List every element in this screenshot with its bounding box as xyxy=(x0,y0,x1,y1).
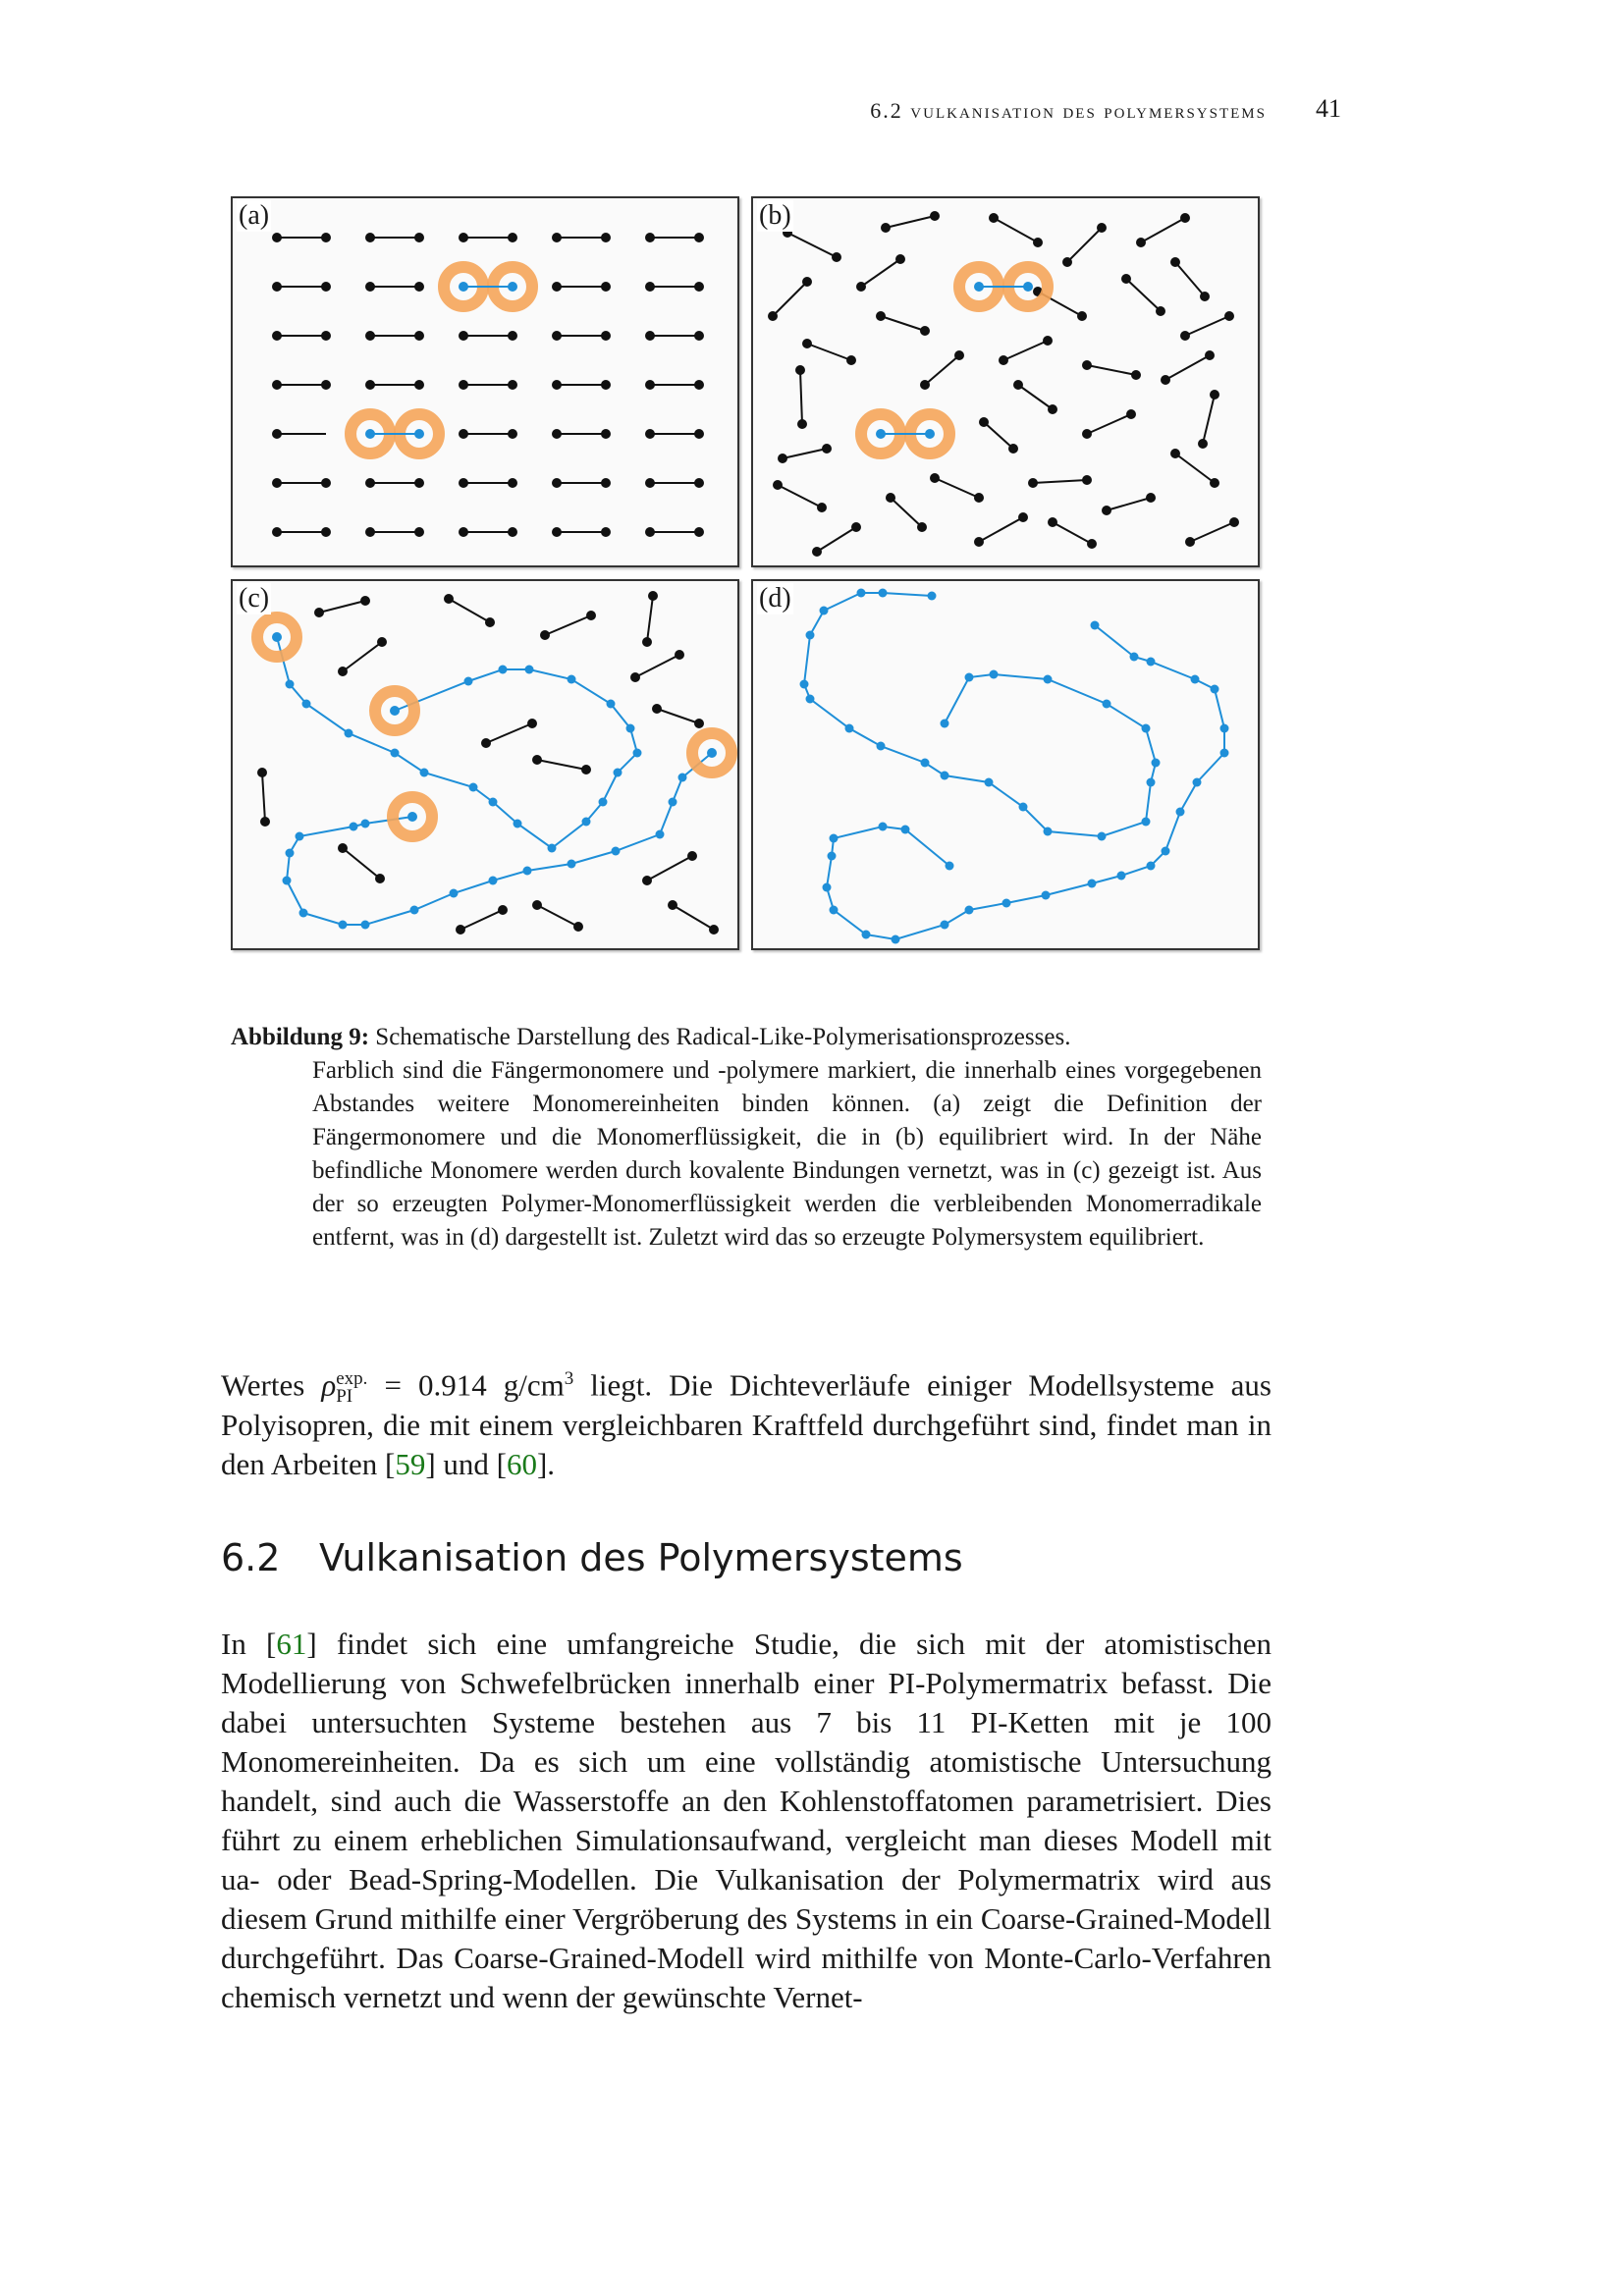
polymer-chains-d xyxy=(804,593,1224,939)
paragraph-vulcanization xyxy=(221,1625,1272,2017)
running-head: 6.2 vulkanisation des polymersystems xyxy=(870,98,1267,123)
figure xyxy=(231,196,1262,952)
panel-label-c: (c) xyxy=(239,583,270,614)
rho-sup: exp. xyxy=(336,1368,368,1390)
paragraph-density xyxy=(221,1360,1272,1484)
panel-c xyxy=(231,579,739,950)
citation-link[interactable]: 60 xyxy=(506,1447,537,1482)
capture-dimers xyxy=(351,267,532,454)
panel-d-drawing xyxy=(753,581,1260,950)
figure-caption xyxy=(231,1021,1262,1255)
citation-link[interactable]: 59 xyxy=(395,1447,426,1482)
para2-prefix: In [ xyxy=(221,1627,277,1661)
panel-c-drawing xyxy=(233,581,739,950)
rho-sub: PI xyxy=(336,1386,353,1408)
panel-a-drawing xyxy=(233,198,739,567)
caption-body: Farblich sind die Fängermonomere und -polymere markiert, die innerhalb eines vorgegebenen Abstandes weitere Monomereinheiten binden können. (a) zeigt die Definition der Fängermonomere und die Monomerflüssigkeit, die in (b) equilibriert wird. In der Nähe befindliche Monomere werden durch kovalente Bindungen vernetzt, was in (c) gezeigt ist. Aus der so erzeugten Polymer-Monomerflüssigkeit werden die verbleibenden Monomerradikale entfernt, was in (d) dargestellt ist. Zuletzt wird das so erzeugte Polymersystem equilibriert. xyxy=(312,1057,1262,1251)
para1-prefix: Wertes xyxy=(221,1367,322,1403)
monomer-grid xyxy=(273,234,703,536)
panel-b-drawing xyxy=(753,198,1260,567)
polymer-beads-c xyxy=(283,666,687,930)
citation-link[interactable]: 61 xyxy=(276,1627,307,1661)
section-number: 6.2 xyxy=(221,1536,281,1579)
para1-rest1: liegt. Die Dichteverläufe einiger Modellsysteme aus Polyisopren, die mit einem vergleichbaren Kraftfeld durchgeführt sind, findet man in den Arbeiten [ xyxy=(221,1367,1272,1482)
panel-b xyxy=(751,196,1260,567)
page-number: 41 xyxy=(1316,94,1341,123)
value-sup: 3 xyxy=(564,1368,574,1389)
rho-symbol: ρ xyxy=(321,1367,337,1403)
polymer-beads-d xyxy=(800,589,1229,944)
panel-a xyxy=(231,196,739,567)
panel-d xyxy=(751,579,1260,950)
para1-value: = 0.914 g/cm xyxy=(367,1367,565,1403)
panel-label-a: (a) xyxy=(239,200,270,231)
para2-text: ] findet sich eine umfangreiche Studie, die sich mit der atomistischen Modellierung von Schwefelbrücken innerhalb einer PI-Polymermatrix befasst. Die dabei untersuchten Systeme bestehen aus 7 bis 11 PI-Ketten mit je 100 Monomereinheiten. Da es sich um eine vollständig atomistische Untersuchung handelt, sind auch die Wasserstoffe an den Kohlenstoffatomen parametrisiert. Dies führt zu einem erheblichen Simulationsaufwand, vergleicht man dieses Modell mit ua- oder Bead-Spring-Modellen. Die Vulkanisation der Polymermatrix wird aus diesem Grund mithilfe einer Vergröberung des Systems in ein Coarse-Grained-Modell durchgeführt. Das Coarse-Grained-Modell wird mithilfe von Monte-Carlo-Verfahren chemisch vernetzt und wenn der gewünschte Vernet- xyxy=(221,1627,1272,2014)
caption-label: Abbildung 9: xyxy=(231,1024,370,1050)
panel-label-d: (d) xyxy=(759,583,791,614)
para1-rest2: ] und [ xyxy=(425,1447,507,1482)
section-title: Vulkanisation des Polymersystems xyxy=(319,1536,963,1579)
section-heading xyxy=(221,1536,963,1579)
panel-label-b: (b) xyxy=(759,200,791,231)
caption-first-line: Schematische Darstellung des Radical-Like-Polymerisationsprozesses. xyxy=(375,1024,1071,1050)
para1-rest3: ]. xyxy=(536,1447,556,1482)
